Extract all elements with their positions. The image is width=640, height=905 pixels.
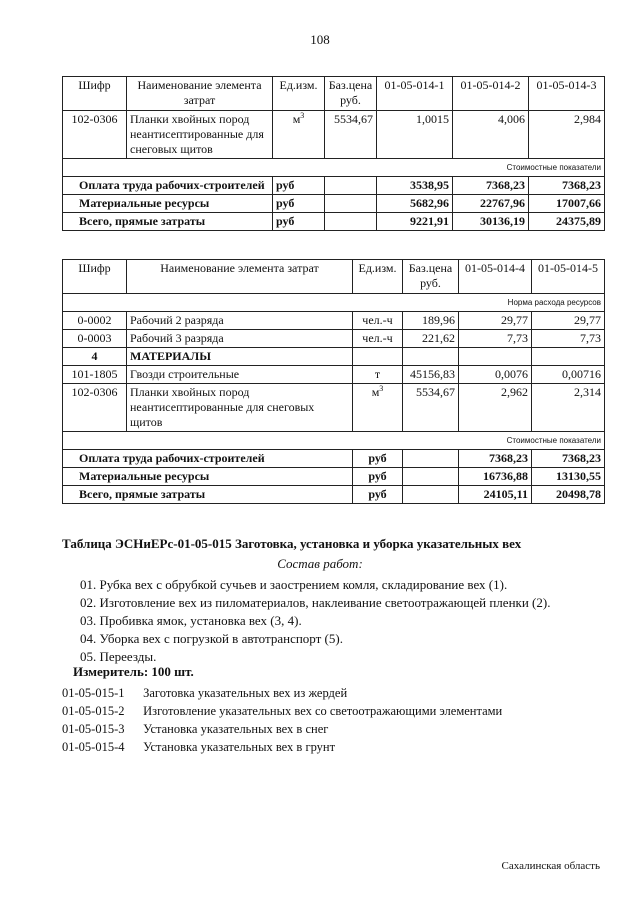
summary-unit: руб xyxy=(273,195,325,213)
summary-name: Материальные ресурсы xyxy=(63,195,273,213)
header-code: Шифр xyxy=(63,77,127,111)
summary-name: Оплата труда рабочих-строителей xyxy=(63,177,273,195)
list-item xyxy=(62,738,622,756)
resource-table-1 xyxy=(62,76,605,231)
row-code: 102-0306 xyxy=(63,111,127,159)
table-caption: Таблица ЭСНиЕРс-01-05-015 Заготовка, установка и уборка указательных вех xyxy=(62,536,522,551)
summary-name: Всего, прямые затраты xyxy=(63,486,353,504)
table-row xyxy=(63,384,605,432)
row-value-2: 2,314 xyxy=(532,384,605,432)
list-item xyxy=(62,702,622,720)
section-label: Норма расхода ресурсов xyxy=(63,294,605,312)
section-label: Стоимостные показатели xyxy=(63,159,605,177)
footer-region: Сахалинская область xyxy=(501,860,600,872)
summary-unit: руб xyxy=(353,468,403,486)
page-number: 108 xyxy=(310,32,330,47)
list-item: 02. Изготовление вех из пиломатериалов, наклеивание светоотражающей пленки (2). xyxy=(80,595,551,610)
row-name: Рабочий 3 разряда xyxy=(127,330,353,348)
row-name: Рабочий 2 разряда xyxy=(127,312,353,330)
list-item: 04. Уборка вех с погрузкой в автотранспорт (5). xyxy=(80,631,343,646)
item-text: Изготовление указательных вех со светоотражающими элементами xyxy=(143,704,503,718)
row-code: 4 xyxy=(63,348,127,366)
summary-value-3: 17007,66 xyxy=(529,195,605,213)
row-unit: т xyxy=(353,366,403,384)
item-text: Установка указательных вех в снег xyxy=(143,722,329,736)
header-name: Наименование элемента затрат xyxy=(127,260,353,294)
header-price: Баз.цена руб. xyxy=(403,260,459,294)
row-value-1: 2,962 xyxy=(459,384,532,432)
row-value-1: 0,0076 xyxy=(459,366,532,384)
header-col-5: 01-05-014-5 xyxy=(532,260,605,294)
summary-name: Оплата труда рабочих-строителей xyxy=(63,450,353,468)
summary-row xyxy=(63,213,605,231)
summary-value-2: 7368,23 xyxy=(532,450,605,468)
section-label: Стоимостные показатели xyxy=(63,432,605,450)
row-name: Планки хвойных пород неантисептированные для снеговых щитов xyxy=(127,111,273,159)
row-value-1: 7,73 xyxy=(459,330,532,348)
table-row xyxy=(63,348,605,366)
row-value-2: 7,73 xyxy=(532,330,605,348)
row-unit: $м^3$ xyxy=(273,111,325,159)
row-price: 221,62 xyxy=(403,330,459,348)
row-name: Гвозди строительные xyxy=(127,366,353,384)
row-unit: чел.-ч xyxy=(353,330,403,348)
item-code: 01-05-015-3 xyxy=(62,722,125,736)
summary-name: Материальные ресурсы xyxy=(63,468,353,486)
header-col-3: 01-05-014-3 xyxy=(529,77,605,111)
row-price: 189,96 xyxy=(403,312,459,330)
row-unit: $м^3$ xyxy=(353,384,403,432)
summary-value-1: 16736,88 xyxy=(459,468,532,486)
summary-value-1: 5682,96 xyxy=(377,195,453,213)
summary-value-1: 24105,11 xyxy=(459,486,532,504)
resource-table-2 xyxy=(62,259,605,504)
row-price: 45156,83 xyxy=(403,366,459,384)
summary-name: Всего, прямые затраты xyxy=(63,213,273,231)
row-code: 101-1805 xyxy=(63,366,127,384)
header-col-1: 01-05-014-1 xyxy=(377,77,453,111)
summary-value-3: 24375,89 xyxy=(529,213,605,231)
summary-value-1: 3538,95 xyxy=(377,177,453,195)
summary-value-2: 13130,55 xyxy=(532,468,605,486)
row-value-1: 29,77 xyxy=(459,312,532,330)
header-unit: Ед.изм. xyxy=(273,77,325,111)
summary-value-2: 20498,78 xyxy=(532,486,605,504)
row-unit: чел.-ч xyxy=(353,312,403,330)
row-value-3: 2,984 xyxy=(529,111,605,159)
header-unit: Ед.изм. xyxy=(353,260,403,294)
summary-value-2: 7368,23 xyxy=(453,177,529,195)
header-col-2: 01-05-014-2 xyxy=(453,77,529,111)
table-row xyxy=(63,330,605,348)
summary-value-2: 22767,96 xyxy=(453,195,529,213)
row-price: 5534,67 xyxy=(403,384,459,432)
summary-row xyxy=(63,195,605,213)
header-code: Шифр xyxy=(63,260,127,294)
codes-list xyxy=(62,684,622,756)
list-item: 05. Переезды. xyxy=(80,649,157,664)
summary-row xyxy=(63,468,605,486)
row-value-1: 1,0015 xyxy=(377,111,453,159)
row-value-2: 0,00716 xyxy=(532,366,605,384)
summary-value-1: 9221,91 xyxy=(377,213,453,231)
summary-unit: руб xyxy=(353,450,403,468)
row-name: МАТЕРИАЛЫ xyxy=(127,348,353,366)
table-row xyxy=(63,111,605,159)
summary-value-1: 7368,23 xyxy=(459,450,532,468)
header-col-4: 01-05-014-4 xyxy=(459,260,532,294)
item-text: Установка указательных вех в грунт xyxy=(143,740,336,754)
row-code: 0-0003 xyxy=(63,330,127,348)
works-list xyxy=(80,576,620,666)
row-code: 102-0306 xyxy=(63,384,127,432)
summary-unit: руб xyxy=(353,486,403,504)
item-code: 01-05-015-4 xyxy=(62,740,125,754)
summary-unit: руб xyxy=(273,213,325,231)
row-code: 0-0002 xyxy=(63,312,127,330)
row-value-2: 4,006 xyxy=(453,111,529,159)
item-code: 01-05-015-1 xyxy=(62,686,125,700)
table-row xyxy=(63,312,605,330)
meter-label: Измеритель: 100 шт. xyxy=(73,664,194,679)
summary-unit: руб xyxy=(273,177,325,195)
summary-row xyxy=(63,486,605,504)
summary-row xyxy=(63,450,605,468)
list-item xyxy=(62,720,622,738)
header-price: Баз.цена руб. xyxy=(325,77,377,111)
summary-row xyxy=(63,177,605,195)
row-price: 5534,67 xyxy=(325,111,377,159)
summary-value-3: 7368,23 xyxy=(529,177,605,195)
header-name: Наименование элемента затрат xyxy=(127,77,273,111)
row-name: Планки хвойных пород неантисептированные для снеговых щитов xyxy=(127,384,353,432)
list-item: 03. Пробивка ямок, установка вех (3, 4). xyxy=(80,613,302,628)
item-text: Заготовка указательных вех из жердей xyxy=(143,686,348,700)
composition-title: Состав работ: xyxy=(277,556,363,571)
table-row xyxy=(63,366,605,384)
item-code: 01-05-015-2 xyxy=(62,704,125,718)
summary-value-2: 30136,19 xyxy=(453,213,529,231)
list-item xyxy=(62,684,622,702)
row-value-2: 29,77 xyxy=(532,312,605,330)
list-item: 01. Рубка вех с обрубкой сучьев и заострением комля, складирование вех (1). xyxy=(80,577,508,592)
